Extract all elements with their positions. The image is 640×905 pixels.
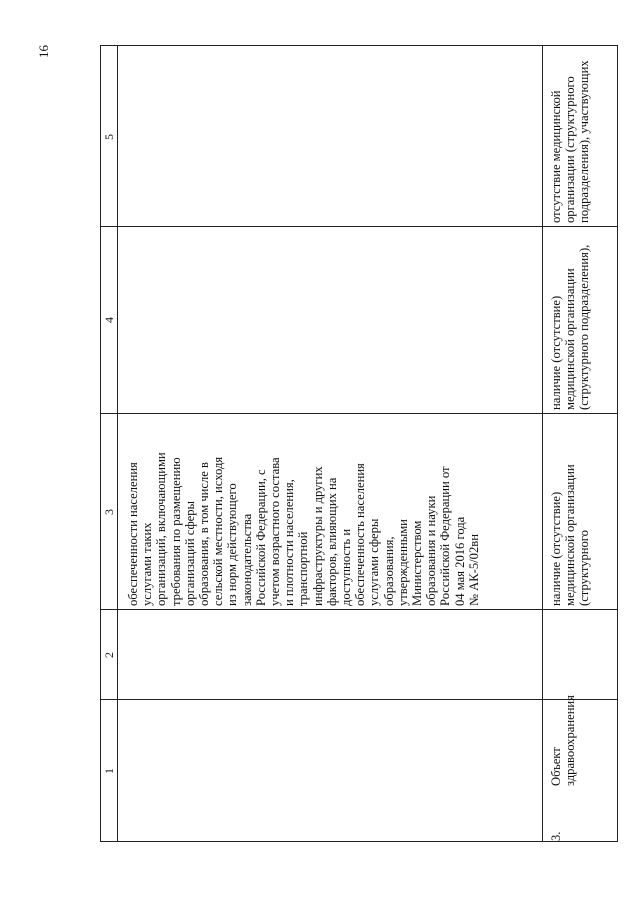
- header-row-divider: [117, 46, 118, 841]
- cell-continuation-col3: обеспеченности населения услугами таких организаций, включающими требования по размещению организаций сферы образования, в том числе в сельской местности, исходя из норм действующего законодательства Российской Федерации, с учетом возрастного состава и плотности населения, транспортной инфраструктуры и других факторов, влияющих на доступность и обеспеченность населения услугами сферы образования, утвержденными Министерством образования и науки Российской Федерации от 04 мая 2016 года № АК-5/02вн: [126, 452, 481, 606]
- header-col-2: 2: [102, 652, 116, 658]
- cell-row3-col3: наличие (отсутствие) медицинской организации (структурного: [549, 464, 592, 606]
- column-divider-5-4: [101, 226, 617, 227]
- criteria-table: [100, 45, 618, 842]
- cell-row3-col5: отсутствие медицинской организации (структурного подразделения), участвующих: [549, 60, 592, 223]
- cell-row3-number: 3.: [549, 831, 563, 841]
- column-divider-3-2: [101, 609, 617, 610]
- header-col-3: 3: [102, 509, 116, 515]
- cell-row3-object: Объект здравоохранения: [549, 695, 578, 786]
- header-col-4: 4: [102, 317, 116, 323]
- header-col-1: 1: [102, 768, 116, 774]
- header-col-5: 5: [102, 134, 116, 140]
- row-divider: [542, 46, 543, 841]
- column-divider-2-1: [101, 699, 617, 700]
- page-number: 16: [36, 45, 51, 58]
- cell-row3-col4: наличие (отсутствие) медицинской организации (структурного подразделения),: [549, 244, 592, 410]
